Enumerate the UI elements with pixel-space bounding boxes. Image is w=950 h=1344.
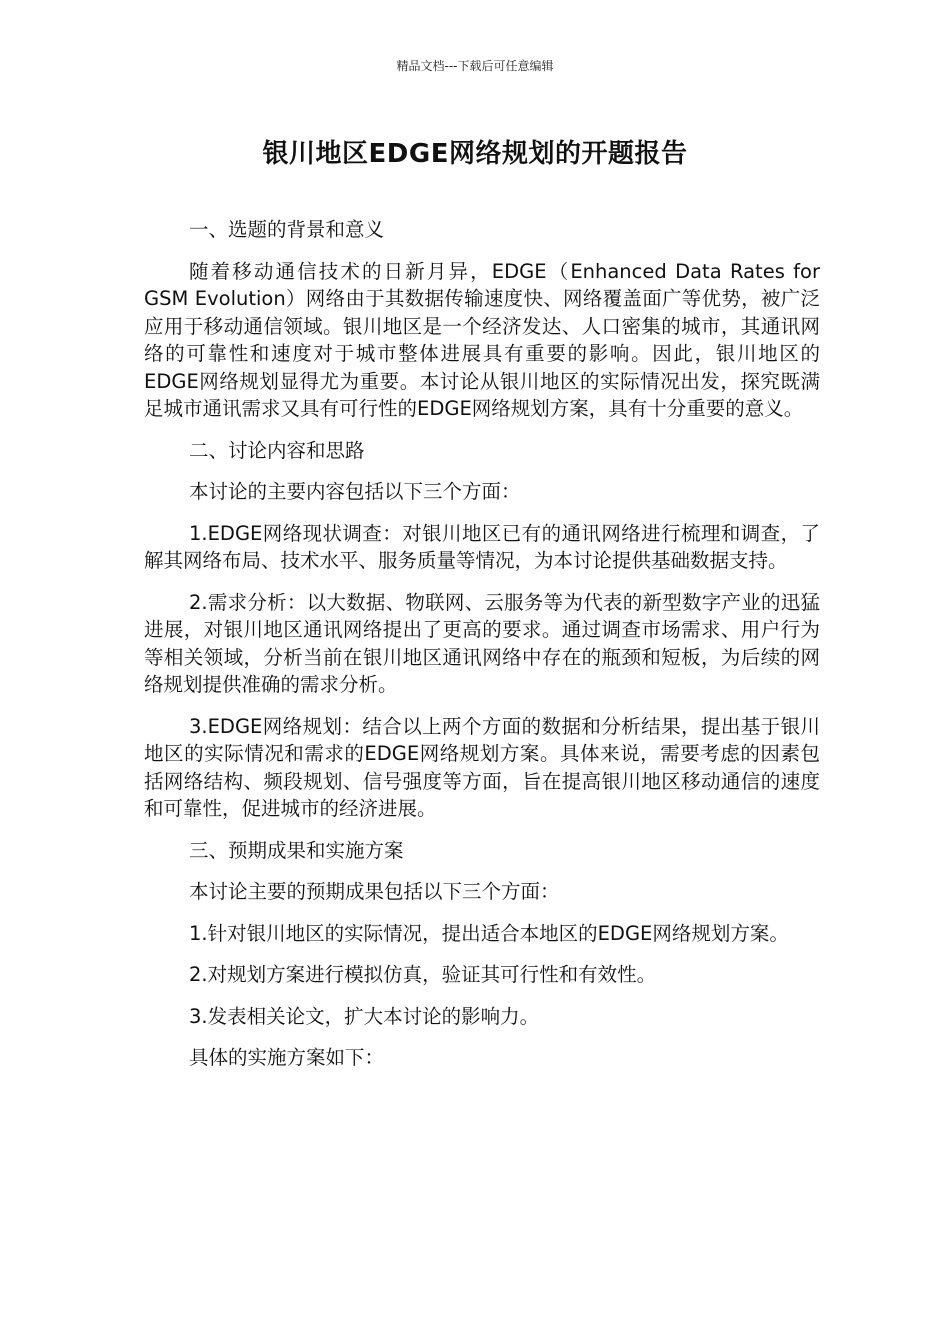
section-heading-outcomes: 三、预期成果和实施方案 [189, 838, 404, 862]
list-item-survey: 1.EDGE网络现状调查：对银川地区已有的通讯网络进行梳理和调查，了解其网络布局、技术水平、服务质量等情况，为本讨论提供基础数据支持。 [144, 521, 820, 572]
list-item-demand-analysis: 2.需求分析：以大数据、物联网、云服务等为代表的新型数字产业的迅猛进展，对银川地区通讯网络提出了更高的要求。通过调查市场需求、用户行为等相关领域，分析当前在银川地区通讯网络中存在的瓶颈和短板，为后续的网络规划提供准确的需求分析。 [144, 590, 820, 696]
list-item-outcome-plan: 1.针对银川地区的实际情况，提出适合本地区的EDGE网络规划方案。 [189, 921, 789, 945]
list-item-outcome-simulation: 2.对规划方案进行模拟仿真，验证其可行性和有效性。 [189, 963, 657, 986]
document-body [144, 216, 820, 1086]
paragraph-outcomes-intro: 本讨论主要的预期成果包括以下三个方面： [189, 880, 560, 903]
section-heading-background: 一、选题的背景和意义 [189, 218, 385, 241]
document-title: 银川地区EDGE网络规划的开题报告 [262, 139, 688, 169]
list-item-network-planning: 3.EDGE网络规划：结合以上两个方面的数据和分析结果，提出基于银川地区的实际情况和需求的EDGE网络规划方案。具体来说，需要考虑的因素包括网络结构、频段规划、信号强度等方面，旨在提高银川地区移动通信的速度和可靠性，促进城市的经济进展。 [144, 714, 820, 820]
paragraph-content-intro: 本讨论的主要内容包括以下三个方面： [189, 480, 521, 503]
header-note: 精品文档---下载后可任意编辑 [396, 59, 554, 73]
paragraph-background: 随着移动通信技术的日新月异，EDGE（Enhanced Data Rates for GSM Evolution）网络由于其数据传输速度快、网络覆盖面广等优势，被广泛应用于移动通信领域。银川地区是一个经济发达、人口密集的城市，其通讯网络的可靠性和速度对于城市整体进展具有重要的影响。因此，银川地区的EDGE网络规划显得尤为重要。本讨论从银川地区的实际情况出发，探究既满足城市通讯需求又具有可行性的EDGE网络规划方案，具有十分重要的意义。 [144, 259, 820, 420]
section-heading-content: 二、讨论内容和思路 [189, 438, 365, 462]
paragraph-implementation-plan: 具体的实施方案如下： [189, 1046, 385, 1069]
list-item-outcome-paper: 3.发表相关论文，扩大本讨论的影响力。 [189, 1004, 540, 1028]
